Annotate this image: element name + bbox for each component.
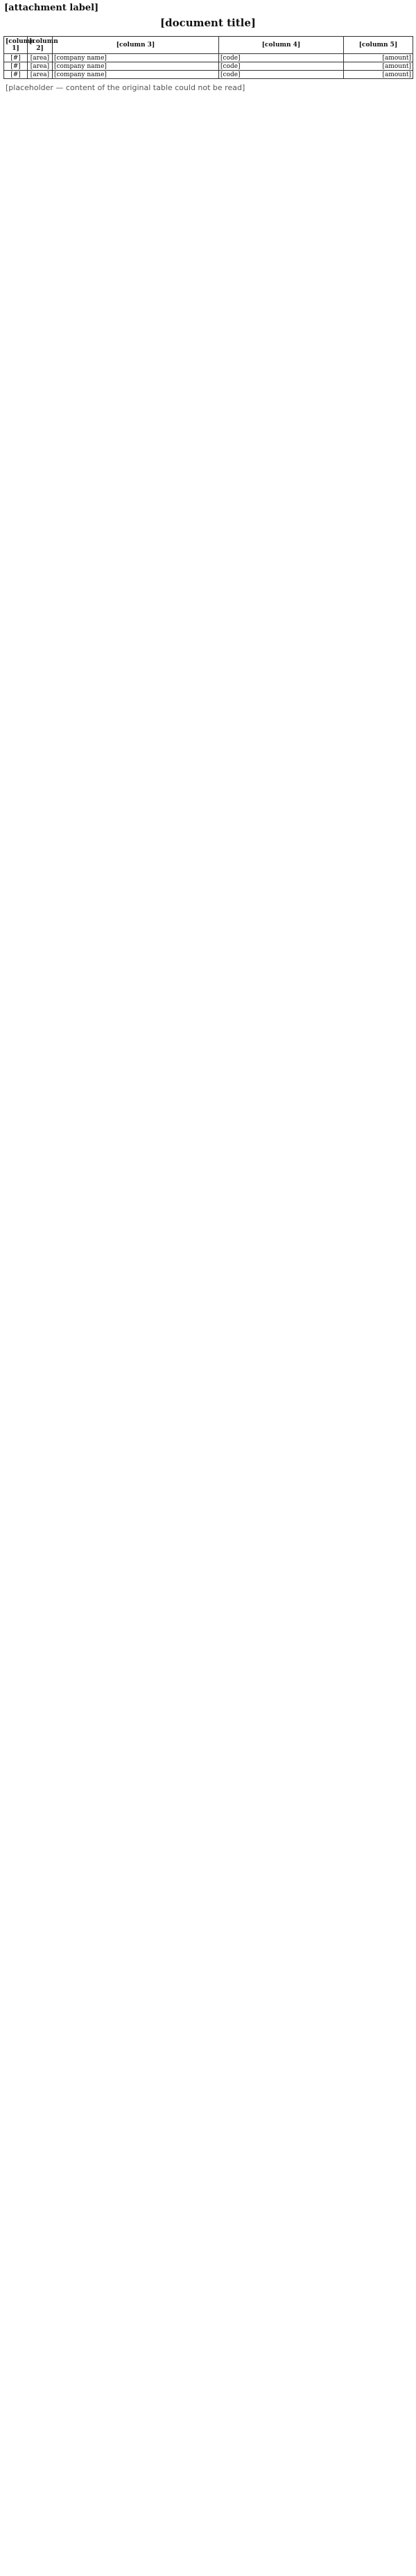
table-row xyxy=(4,54,413,62)
attachment-label: [attachment label] xyxy=(4,3,99,13)
placeholder-note: [placeholder — content of the original table could not be read] xyxy=(6,83,245,92)
table-row xyxy=(4,71,413,79)
cell-name: [company name] xyxy=(53,54,219,62)
cell-area: [area] xyxy=(28,54,53,62)
cell-name: [company name] xyxy=(53,71,219,79)
column-header: [column 4] xyxy=(219,37,344,54)
cell-code: [code] xyxy=(219,54,344,62)
cell-index: [#] xyxy=(4,71,28,79)
cell-index: [#] xyxy=(4,62,28,71)
cell-amount: [amount] xyxy=(344,71,413,79)
cell-area: [area] xyxy=(28,62,53,71)
cell-index: [#] xyxy=(4,54,28,62)
cell-code: [code] xyxy=(219,62,344,71)
cell-amount: [amount] xyxy=(344,62,413,71)
column-header: [column 5] xyxy=(344,37,413,54)
table-header-row xyxy=(4,37,413,54)
column-header: [column 1] xyxy=(4,37,28,54)
table-row xyxy=(4,62,413,71)
column-header: [column 2] xyxy=(28,37,53,54)
cell-name: [company name] xyxy=(53,62,219,71)
document-title: [document title] xyxy=(160,17,256,29)
cell-amount: [amount] xyxy=(344,54,413,62)
column-header: [column 3] xyxy=(53,37,219,54)
subsidy-table xyxy=(3,36,413,79)
table-body xyxy=(4,54,413,79)
cell-code: [code] xyxy=(219,71,344,79)
cell-area: [area] xyxy=(28,71,53,79)
